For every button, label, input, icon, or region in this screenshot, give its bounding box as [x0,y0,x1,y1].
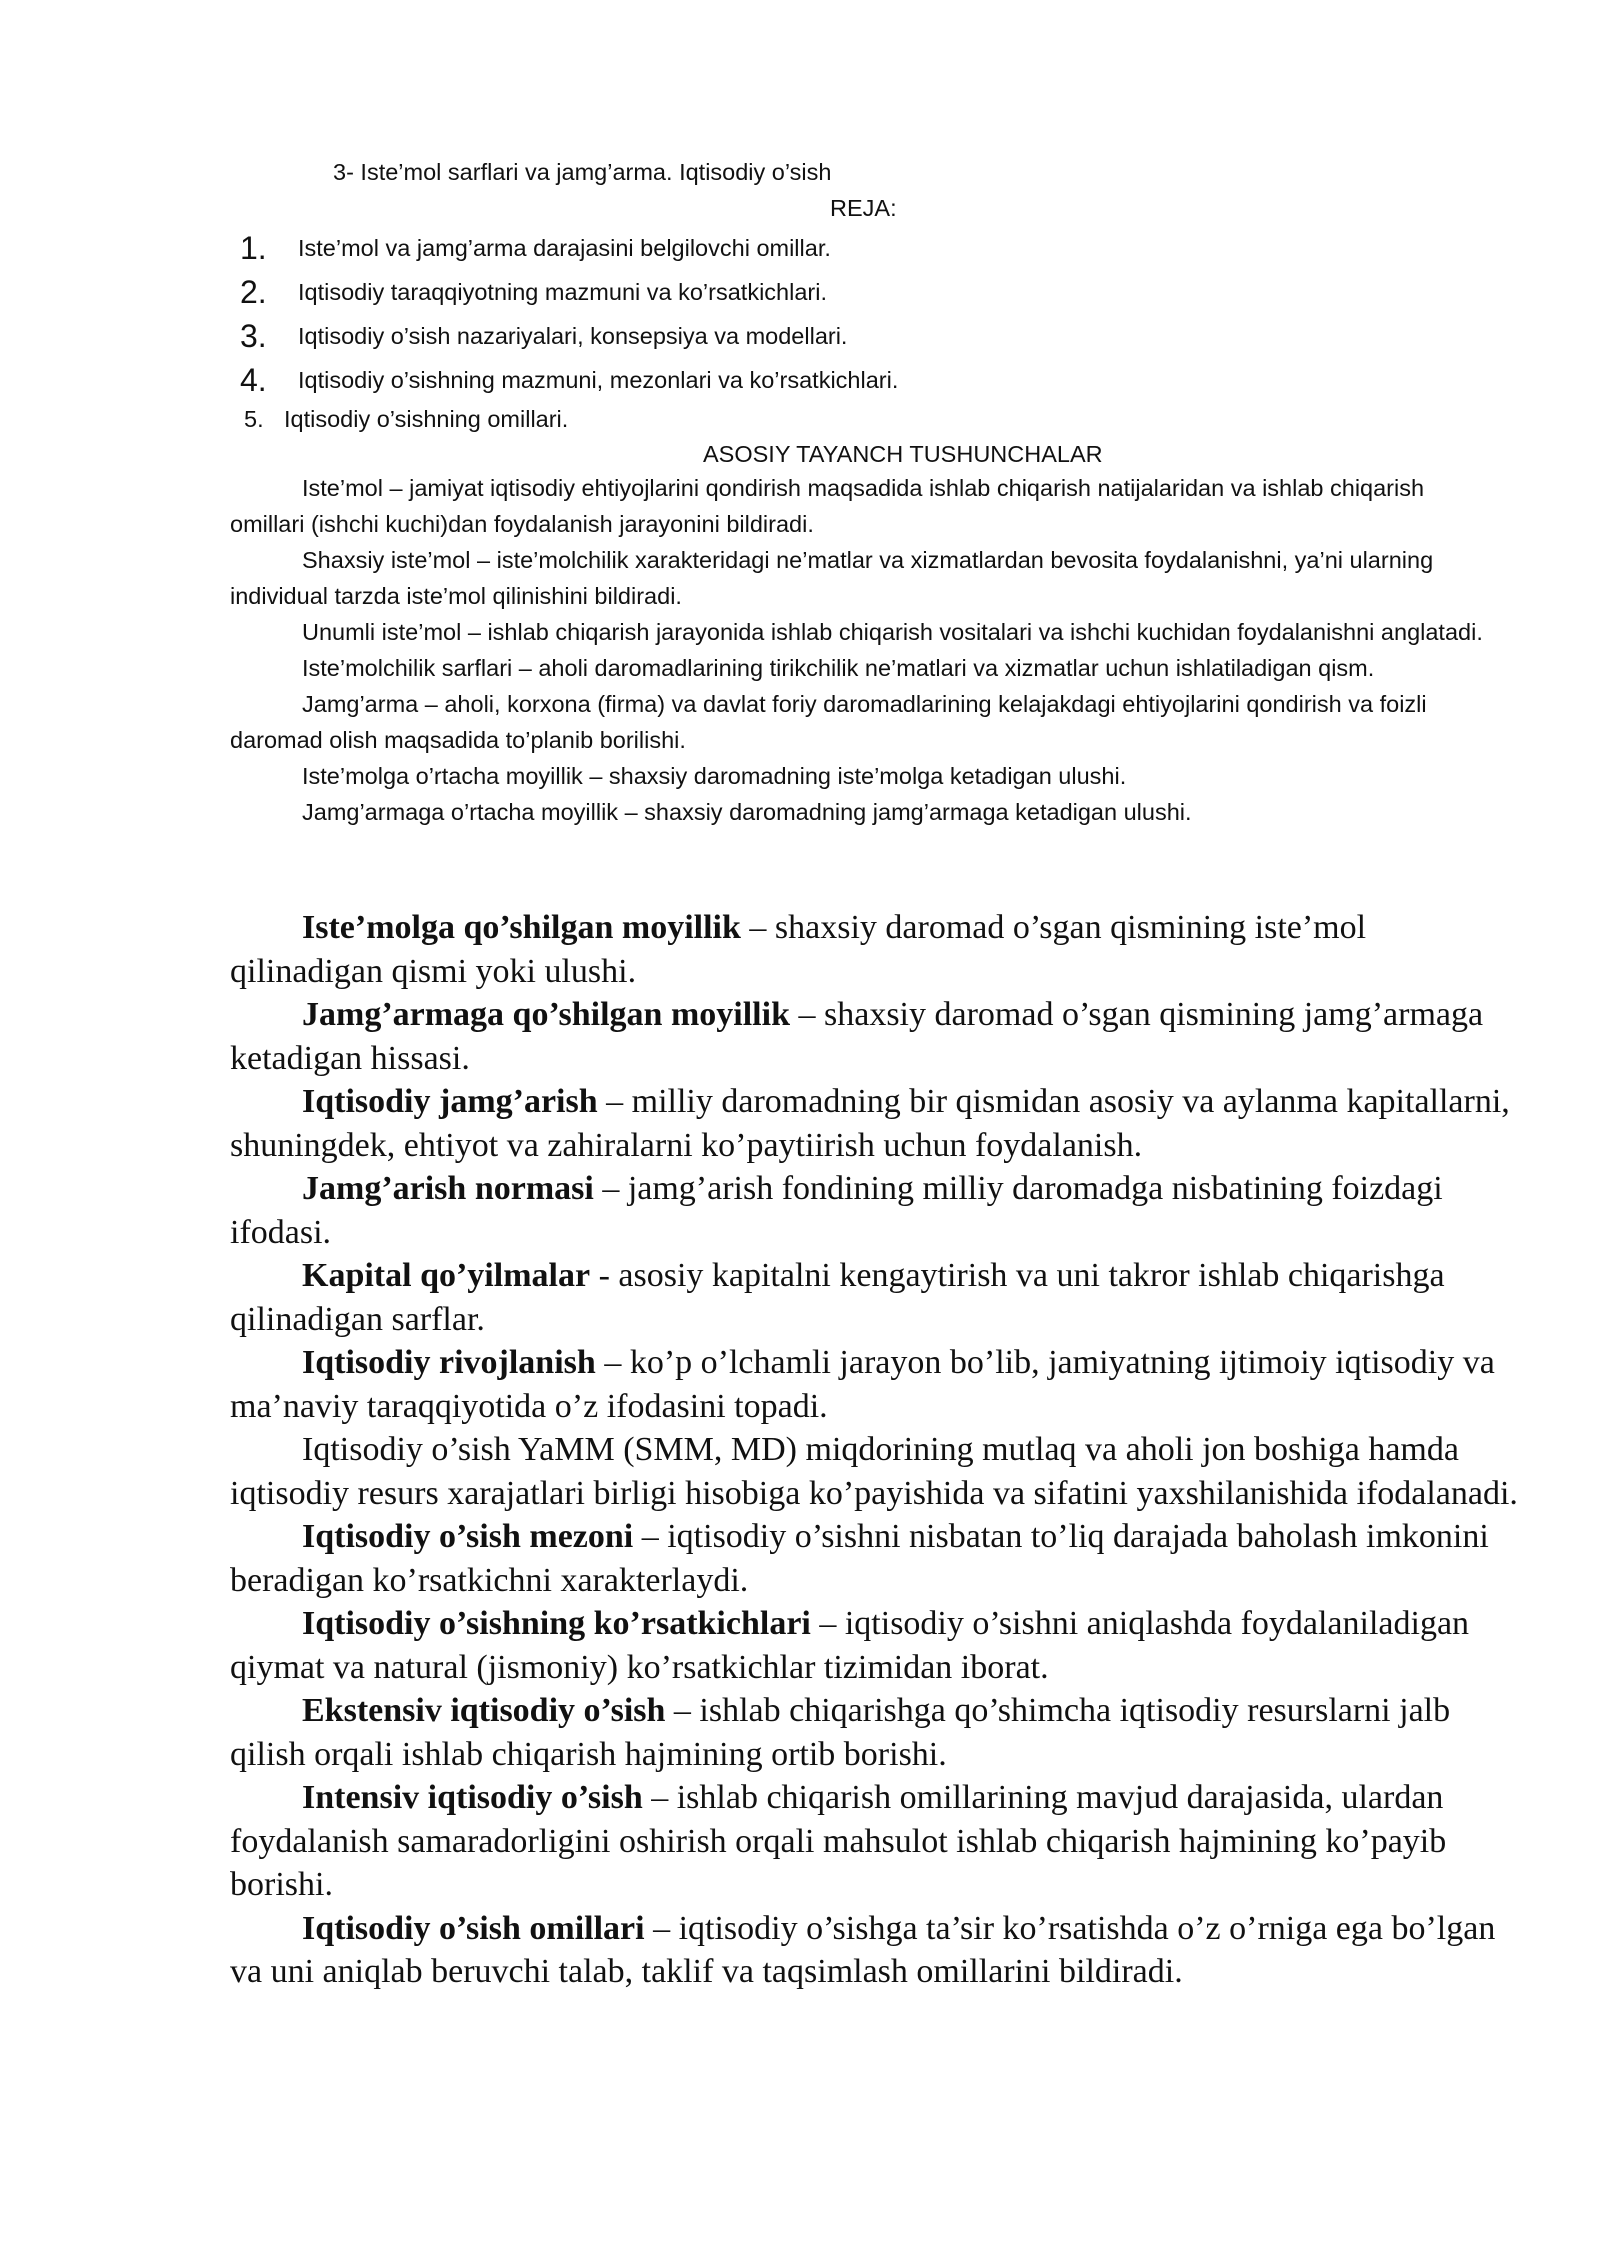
definition-term: Intensiv iqtisodiy o’sish [302,1779,643,1816]
plan-item-number: 4. [240,362,267,398]
definition-term: Kapital qo’yilmalar [302,1257,591,1294]
plan-heading: REJA: [830,195,897,221]
definition-paragraph: Jamg’arma – aholi, korxona (firma) va davlat foriy daromadlarining kelajakdagi ehtiyojlarini qondirish va foizli daromad olish maqsadida to’planib borilishi. [230,691,1427,753]
definition-paragraph [230,1080,1520,1167]
definition-term: Iqtisodiy o’sish omillari [302,1909,645,1947]
definition-text: – iqtisodiy o’sishni nisbatan to’liq darajada baholash imkonini beradigan ko’rsatkichni xarakterlaydi. [230,1518,1489,1599]
definition-paragraph [230,906,1520,993]
definition-text: – shaxsiy daromad o’sgan qismining jamg’armaga ketadigan hissasi. [230,996,1484,1077]
plan-item-number: 1. [240,230,267,266]
plan-item-text: Iqtisodiy o’sish nazariyalari, konsepsiya va modellari. [298,323,848,349]
definition-text: – jamg’arish fondining milliy daromadga nisbatining foizdagi ifodasi. [230,1170,1443,1251]
definition-text: – ishlab chiqarishga qo’shimcha iqtisodiy resurslarni jalb qilish orqali ishlab chiqarish hajmining ortib borishi. [230,1692,1451,1773]
plan-item [240,270,898,314]
definition-paragraph [230,1167,1520,1254]
plan-item-number: 2. [240,274,267,310]
definition-paragraph: Unumli iste’mol – ishlab chiqarish jarayonida ishlab chiqarish vositalari va ishchi kuchidan foydalanishni anglatadi. [302,619,1483,645]
definition-text: Iqtisodiy o’sish YaMM (SMM, MD) miqdorining mutlaq va aholi jon boshiga hamda iqtisodiy resurs xarajatlari birligi hisobiga ko’payishida va sifatini yaxshilanishida ifodalanadi. [230,1431,1518,1512]
definition-paragraph [230,1515,1520,1602]
plan-item [240,358,898,402]
definition-text: – ishlab chiqarish omillarining mavjud darajasida, ulardan foydalanish samaradorligini oshirish orqali mahsulot ishlab chiqarish hajmining ko’payib borishi. [230,1779,1447,1903]
definition-paragraph [230,1254,1520,1341]
definition-text: - asosiy kapitalni kengaytirish va uni takror ishlab chiqarishga qilinadigan sarflar. [230,1257,1445,1338]
definition-paragraph [230,1776,1520,1907]
plan-item-number: 5. [244,406,264,432]
definition-term: Jamg’armaga qo’shilgan moyillik [302,996,790,1033]
definition-term: Iqtisodiy o’sish mezoni [302,1518,634,1555]
plan-item [240,226,898,270]
definition-term: Ekstensiv iqtisodiy o’sish [302,1692,666,1729]
definition-paragraph: Jamg’armaga o’rtacha moyillik – shaxsiy daromadning jamg’armaga ketadigan ulushi. [302,799,1192,825]
definition-text: – shaxsiy daromad o’sgan qismining iste’mol qilinadigan qismi yoki ulushi. [230,909,1367,990]
document-title: 3- Iste’mol sarflari va jamg’arma. Iqtisodiy o’sish [333,159,832,185]
definition-term: Jamg’arish normasi [302,1170,594,1207]
definition-paragraph: Shaxsiy iste’mol – iste’molchilik xarakteridagi ne’matlar va xizmatlardan bevosita foydalanishni, ya’ni ularning individual tarzda iste’mol qilinishini bildiradi. [230,547,1434,609]
definition-paragraph [230,1689,1520,1776]
definition-text: – iqtisodiy o’sishni aniqlashda foydalaniladigan qiymat va natural (jismoniy) ko’rsatkichlar tizimidan iborat. [230,1605,1470,1686]
definition-paragraph [230,1907,1520,1994]
definition-term: Iqtisodiy o’sishning ko’rsatkichlari [302,1605,811,1642]
plan-item-text: Iqtisodiy taraqqiyotning mazmuni va ko’rsatkichlari. [298,279,827,305]
definition-paragraph [230,1602,1520,1689]
plan-item [240,402,898,436]
plan-item [240,314,898,358]
small-definitions [230,470,1500,830]
definition-paragraph: Iste’mol – jamiyat iqtisodiy ehtiyojlarini qondirish maqsadida ishlab chiqarish natijalaridan va ishlab chiqarish omillari (ishchi kuchi)dan foydalanish jarayonini bildiradi. [230,475,1425,537]
plan-item-number: 3. [240,318,267,354]
definition-paragraph [230,993,1520,1080]
definition-paragraph: Iste’molga o’rtacha moyillik – shaxsiy daromadning iste’molga ketadigan ulushi. [302,763,1127,789]
large-definitions [230,906,1520,1994]
definition-term: Iste’molga qo’shilgan moyillik [302,909,741,946]
definition-text: – milliy daromadning bir qismidan asosiy va aylanma kapitallarni, shuningdek, ehtiyot va zahiralarni ko’paytiirish uchun foydalanish. [230,1083,1510,1164]
definition-term: Iqtisodiy jamg’arish [302,1083,598,1120]
plan-item-text: Iqtisodiy o’sishning mazmuni, mezonlari va ko’rsatkichlari. [298,367,899,393]
definition-paragraph [230,1341,1520,1428]
definition-term: Iqtisodiy rivojlanish [302,1344,596,1381]
plan-list [240,226,898,436]
definition-paragraph [230,1428,1520,1515]
plan-item-text: Iqtisodiy o’sishning omillari. [284,406,569,432]
definition-text: – ko’p o’lchamli jarayon bo’lib, jamiyatning ijtimoiy iqtisodiy va ma’naviy taraqqiyotida o’z ifodasini topadi. [230,1344,1495,1425]
plan-item-text: Iste’mol va jamg’arma darajasini belgilovchi omillar. [298,235,831,261]
definition-text: – iqtisodiy o’sishga ta’sir ko’rsatishda o’z o’rniga ega bo’lgan va uni aniqlab beruvchi talab, taklif va taqsimlash omillarini bildiradi. [230,1909,1496,1990]
key-concepts-heading: ASOSIY TAYANCH TUSHUNCHALAR [703,441,1103,467]
definition-paragraph: Iste’molchilik sarflari – aholi daromadlarining tirikchilik ne’matlari va xizmatlar uchun ishlatiladigan qism. [302,655,1375,681]
